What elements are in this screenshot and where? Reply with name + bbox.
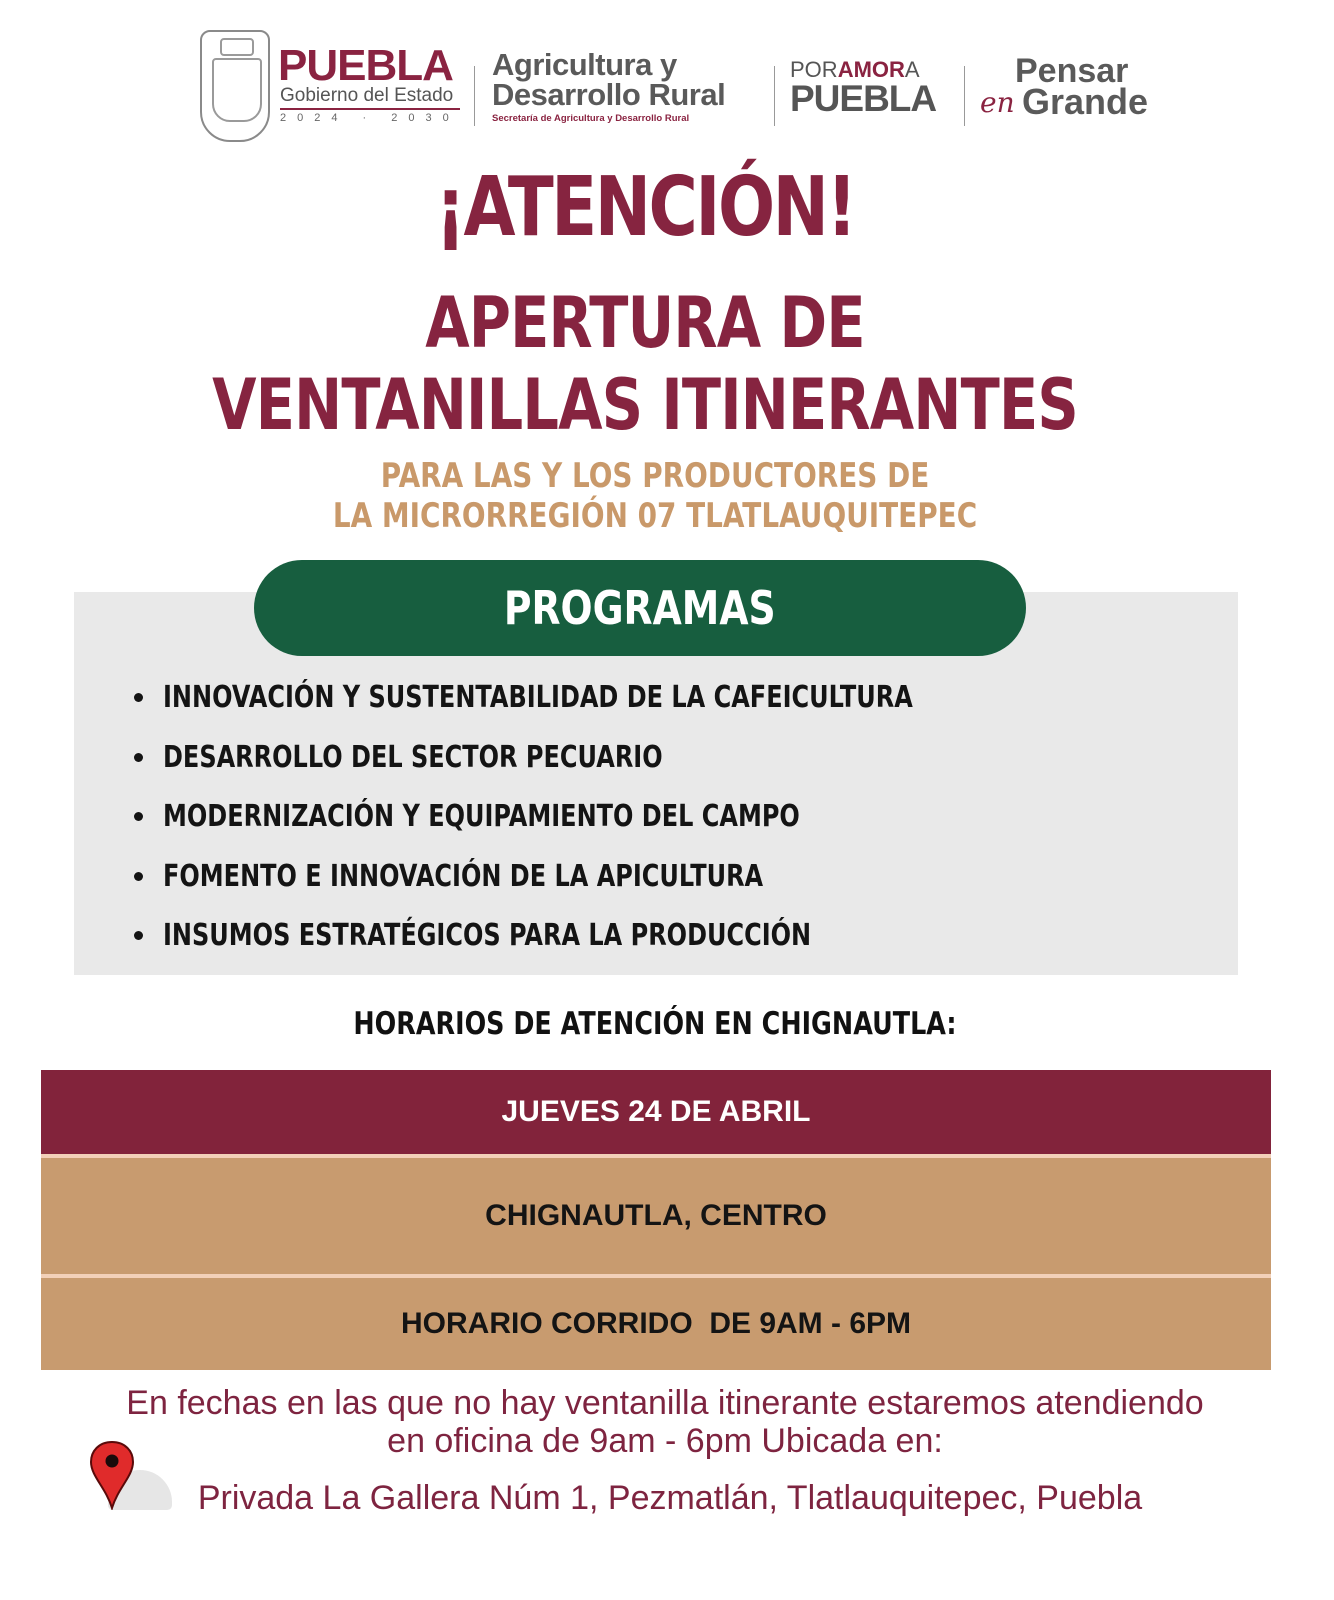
por-amor-logo-puebla: PUEBLA: [790, 78, 937, 119]
pensar-logo-en: en: [980, 86, 1015, 119]
schedule-hours-row: [41, 1278, 1271, 1370]
programs-heading-pill: [254, 560, 1026, 656]
map-pin-icon: [88, 1440, 136, 1510]
bullet-icon: [134, 931, 143, 940]
pensar-logo-pensar: Pensar: [1015, 52, 1129, 90]
puebla-logo-subtitle: Gobierno del Estado: [280, 85, 454, 106]
logo-divider: [774, 66, 775, 126]
bullet-icon: [134, 812, 143, 821]
bullet-icon: [134, 753, 143, 762]
tagline-line1: PARA LAS Y LOS PRODUCTORES DE: [380, 456, 930, 496]
program-item: INSUMOS ESTRATÉGICOS PARA LA PRODUCCIÓN: [134, 906, 1134, 966]
por-amor-logo-por: POR: [790, 57, 838, 82]
office-note: [40, 1384, 1290, 1460]
agricultura-logo-line1: Agricultura y: [492, 47, 677, 82]
attention-title: ¡ATENCIÓN!: [435, 160, 855, 255]
program-item: MODERNIZACIÓN Y EQUIPAMIENTO DEL CAMPO: [134, 787, 1134, 847]
agricultura-logo-line2: Desarrollo Rural: [492, 77, 726, 112]
pensar-logo-grande: Grande: [1022, 81, 1149, 122]
programs-heading: PROGRAMAS: [504, 581, 776, 635]
schedule-place: CHIGNAUTLA, CENTRO: [485, 1199, 827, 1232]
programs-list: [134, 668, 1134, 966]
tagline-line2: LA MICRORREGIÓN 07 TLATLAUQUITEPEC: [332, 496, 978, 536]
program-item: DESARROLLO DEL SECTOR PECUARIO: [134, 728, 1134, 788]
puebla-logo-rule: [280, 108, 460, 110]
por-amor-logo-a: A: [904, 57, 920, 82]
headline-line2: VENTANILLAS ITINERANTES: [212, 364, 1078, 446]
schedule-date-row: [41, 1070, 1271, 1154]
puebla-logo-years: 2024 · 2030: [280, 112, 460, 124]
program-item: FOMENTO E INNOVACIÓN DE LA APICULTURA: [134, 847, 1134, 907]
bullet-icon: [134, 693, 143, 702]
puebla-coat-of-arms-logo: [200, 30, 270, 142]
office-note-line1: En fechas en las que no hay ventanilla itinerante estaremos atendiendo: [126, 1384, 1204, 1422]
agricultura-logo-subtitle: Secretaría de Agricultura y Desarrollo Rural: [492, 113, 690, 124]
office-address: Privada La Gallera Núm 1, Pezmatlán, Tlatlauquitepec, Puebla: [197, 1479, 1143, 1517]
por-amor-logo-amor: AMOR: [837, 57, 905, 82]
headline: [116, 282, 1174, 446]
tagline: [118, 456, 1192, 536]
puebla-logo-title: PUEBLA: [278, 41, 453, 90]
agricultura-logo: [492, 47, 726, 112]
schedule-place-row: [41, 1158, 1271, 1274]
bullet-icon: [134, 872, 143, 881]
schedule-hours: HORARIO CORRIDO DE 9AM - 6PM: [400, 1307, 912, 1340]
headline-line1: APERTURA DE: [425, 282, 865, 364]
logo-divider: [474, 66, 475, 126]
office-note-line2: en oficina de 9am - 6pm Ubicada en:: [387, 1422, 943, 1460]
schedule-date: JUEVES 24 DE ABRIL: [501, 1095, 811, 1128]
program-item: INNOVACIÓN Y SUSTENTABILIDAD DE LA CAFEICULTURA: [134, 668, 1134, 728]
schedule-heading: HORARIOS DE ATENCIÓN EN CHIGNAUTLA:: [353, 1006, 957, 1042]
logo-divider: [964, 66, 965, 126]
